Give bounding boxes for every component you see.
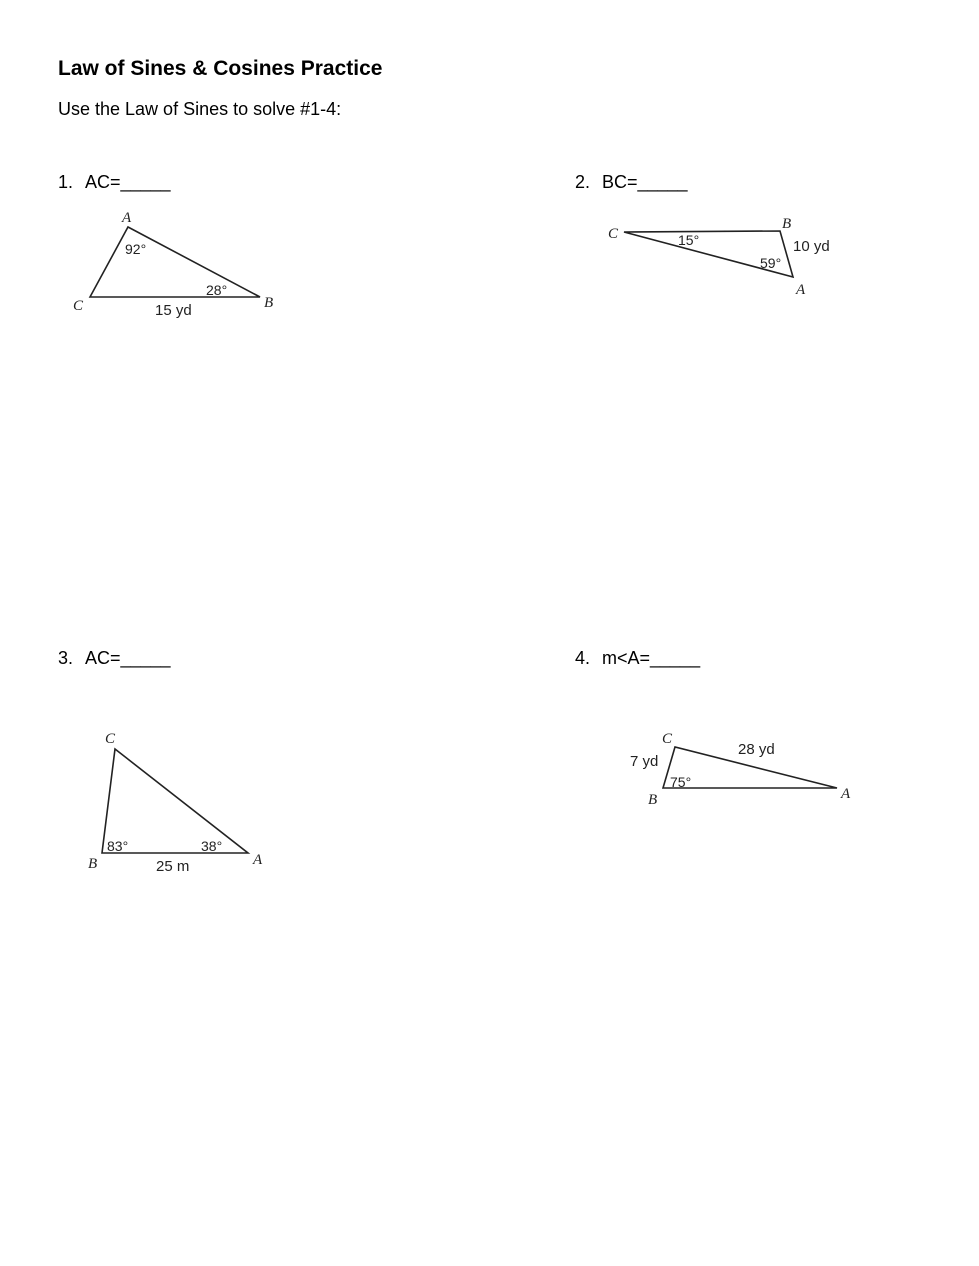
triangle-figure-3 — [80, 725, 280, 880]
vertex-label-b: B — [264, 295, 274, 311]
side-label-ba: 10 yd — [793, 238, 830, 255]
triangle-figure-4 — [620, 725, 870, 820]
problem-1-prompt: AC=_____ — [85, 172, 171, 192]
vertex-label-b: B — [782, 216, 792, 232]
problem-2-label — [575, 172, 688, 193]
problem-3-prompt: AC=_____ — [85, 648, 171, 668]
triangle-figure-2 — [600, 210, 850, 310]
angle-label-a: 38° — [201, 838, 223, 854]
page-title: Law of Sines & Cosines Practice — [58, 57, 383, 80]
problem-3-number: 3. — [58, 648, 74, 668]
vertex-label-c: C — [662, 731, 673, 747]
triangle-1 — [90, 227, 260, 297]
angle-label-b: 83° — [107, 838, 129, 854]
problem-1 — [58, 172, 171, 193]
vertex-label-c: C — [105, 731, 116, 747]
angle-label-b: 28° — [206, 282, 228, 298]
side-label-ca: 28 yd — [738, 741, 775, 758]
vertex-label-b: B — [648, 792, 658, 808]
side-label-cb: 7 yd — [630, 753, 659, 770]
problem-2-number: 2. — [575, 172, 591, 192]
problem-4-label — [575, 648, 700, 669]
problem-1-number: 1. — [58, 172, 74, 192]
angle-label-a: 59° — [760, 255, 782, 271]
side-label-cb: 15 yd — [155, 302, 192, 319]
problem-4-prompt: m<A=_____ — [602, 648, 701, 668]
problem-4-number: 4. — [575, 648, 591, 668]
vertex-label-c: C — [73, 298, 84, 314]
triangle-figure-1 — [60, 205, 300, 325]
problem-4 — [575, 648, 700, 669]
problem-3-label — [58, 648, 171, 669]
side-label-ba: 25 m — [156, 858, 190, 875]
angle-label-b: 75° — [670, 774, 692, 790]
angle-label-c: 15° — [678, 232, 700, 248]
problem-1-label — [58, 172, 171, 193]
vertex-label-b: B — [88, 856, 98, 872]
vertex-label-c: C — [608, 226, 619, 242]
vertex-label-a: A — [796, 282, 806, 298]
problem-3 — [58, 648, 171, 669]
vertex-label-a: A — [253, 852, 263, 868]
vertex-label-a: A — [841, 786, 851, 802]
vertex-label-a: A — [122, 210, 132, 226]
problem-2 — [575, 172, 688, 193]
problem-2-prompt: BC=_____ — [602, 172, 688, 192]
angle-label-a: 92° — [125, 241, 147, 257]
instructions: Use the Law of Sines to solve #1-4: — [58, 99, 342, 119]
